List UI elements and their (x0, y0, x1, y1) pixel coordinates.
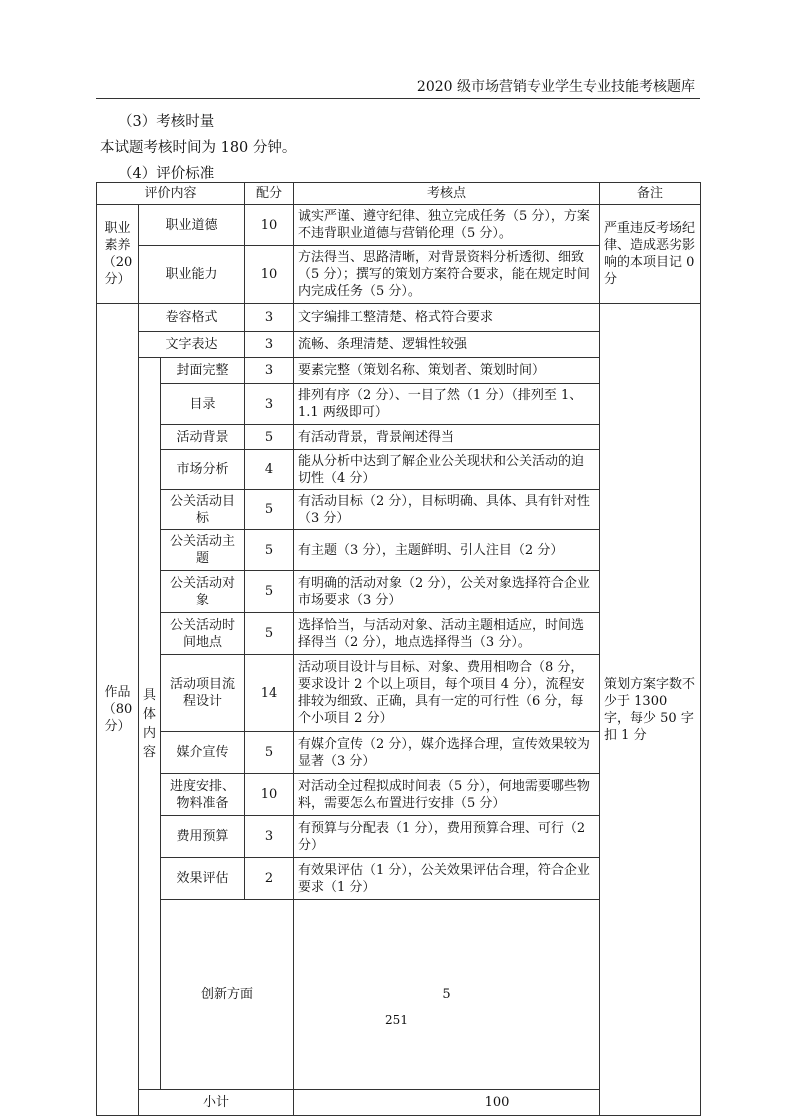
page-number: 251 (385, 1013, 408, 1027)
row-item: 活动背景 (161, 425, 245, 450)
evaluation-table (96, 182, 701, 1116)
row-points: 流畅、条理清楚、逻辑性较强 (294, 332, 600, 358)
row-score: 10 (245, 205, 294, 246)
remarks-professional: 严重违反考场纪律、造成恶劣影响的本项目记 0 分 (600, 205, 701, 304)
row-item: 公关活动主题 (161, 530, 245, 571)
group-work: 作品（80分） (97, 304, 139, 1116)
row-points: 选择恰当，与活动对象、活动主题相适应，时间选择得当（2 分），地点选择得当（3 分）。 (294, 613, 600, 655)
row-score: 3 (245, 304, 294, 332)
header-score: 配分 (245, 183, 294, 205)
header-remarks: 备注 (600, 183, 701, 205)
row-score: 3 (245, 384, 294, 425)
row-points: 对活动全过程拟成时间表（5 分），何地需要哪些物料，需要怎么布置进行安排（5 分） (294, 774, 600, 816)
row-item: 活动项目流程设计 (161, 655, 245, 732)
table-row (97, 205, 701, 246)
row-item: 卷容格式 (139, 304, 245, 332)
row-points: 有明确的活动对象（2 分），公关对象选择符合企业市场要求（3 分） (294, 571, 600, 613)
section-time-heading: （3）考核时量 (118, 114, 215, 130)
row-score: 5 (245, 613, 294, 655)
row-score: 3 (245, 332, 294, 358)
row-item: 创新方面 (161, 900, 294, 1090)
row-points: 有效果评估（1 分），公关效果评估合理，符合企业要求（1 分） (294, 858, 600, 900)
table-header-row (97, 183, 701, 205)
row-item: 费用预算 (161, 816, 245, 858)
row-score: 3 (245, 816, 294, 858)
row-item: 效果评估 (161, 858, 245, 900)
row-score: 4 (245, 450, 294, 490)
running-header: 2020 级市场营销专业学生专业技能考核题库 (416, 79, 695, 95)
section-criteria-heading: （4）评价标准 (118, 166, 215, 182)
row-score: 10 (245, 246, 294, 304)
row-score: 5 (245, 732, 294, 774)
table-row (97, 304, 701, 332)
row-item: 公关活动对象 (161, 571, 245, 613)
row-points: 有主题（3 分），主题鲜明、引人注目（2 分） (294, 530, 600, 571)
row-score: 3 (245, 358, 294, 384)
row-item: 公关活动目标 (161, 490, 245, 530)
row-score: 5 (294, 900, 600, 1090)
row-item: 封面完整 (161, 358, 245, 384)
group-specific-label: 具体内容 (142, 687, 156, 760)
row-points: 有媒介宣传（2 分），媒介选择合理，宣传效果较为显著（3 分） (294, 732, 600, 774)
row-points: 有预算与分配表（1 分），费用预算合理、可行（2 分） (294, 816, 600, 858)
header-rule (96, 98, 700, 99)
row-points: 排列有序（2 分）、一目了然（1 分）（排列至 1、1.1 两级即可） (294, 384, 600, 425)
row-score: 14 (245, 655, 294, 732)
row-item: 媒介宣传 (161, 732, 245, 774)
total-label: 小计 (139, 1090, 294, 1116)
row-points: 能从分析中达到了解企业公关现状和公关活动的迫切性（4 分） (294, 450, 600, 490)
row-points: 诚实严谨、遵守纪律、独立完成任务（5 分），方案不违背职业道德与营销伦理（5 分）。 (294, 205, 600, 246)
group-professional: 职业素养（20分） (97, 205, 139, 304)
row-score: 2 (245, 858, 294, 900)
row-item: 进度安排、物料准备 (161, 774, 245, 816)
total-score: 100 (294, 1090, 701, 1116)
remarks-work: 策划方案字数不少于 1300 字，每少 50 字扣 1 分 (600, 304, 701, 1116)
row-points: 方法得当、思路清晰，对背景资料分析透彻、细致（5 分）；撰写的策划方案符合要求，能在规定时间内完成任务（5 分）。 (294, 246, 600, 304)
row-score: 5 (245, 571, 294, 613)
header-points: 考核点 (294, 183, 600, 205)
row-points: 有活动目标（2 分），目标明确、具体、具有针对性（3 分） (294, 490, 600, 530)
row-item: 公关活动时间地点 (161, 613, 245, 655)
row-item: 目录 (161, 384, 245, 425)
row-item: 职业能力 (139, 246, 245, 304)
row-item: 市场分析 (161, 450, 245, 490)
row-item: 职业道德 (139, 205, 245, 246)
row-score: 5 (245, 530, 294, 571)
group-specific (139, 358, 161, 1090)
row-points: 有活动背景，背景阐述得当 (294, 425, 600, 450)
header-content: 评价内容 (97, 183, 245, 205)
row-points: 活动项目设计与目标、对象、费用相吻合（8 分，要求设计 2 个以上项目，每个项目 4 分），流程安排较为细致、正确，具有一定的可行性（6 分，每个小项目 2 分） (294, 655, 600, 732)
row-item: 文字表达 (139, 332, 245, 358)
row-points: 要素完整（策划名称、策划者、策划时间） (294, 358, 600, 384)
section-time-text: 本试题考核时间为 180 分钟。 (100, 140, 297, 156)
row-score: 5 (245, 425, 294, 450)
row-score: 5 (245, 490, 294, 530)
table-total-row (97, 1090, 701, 1116)
row-score: 10 (245, 774, 294, 816)
row-points: 文字编排工整清楚、格式符合要求 (294, 304, 600, 332)
